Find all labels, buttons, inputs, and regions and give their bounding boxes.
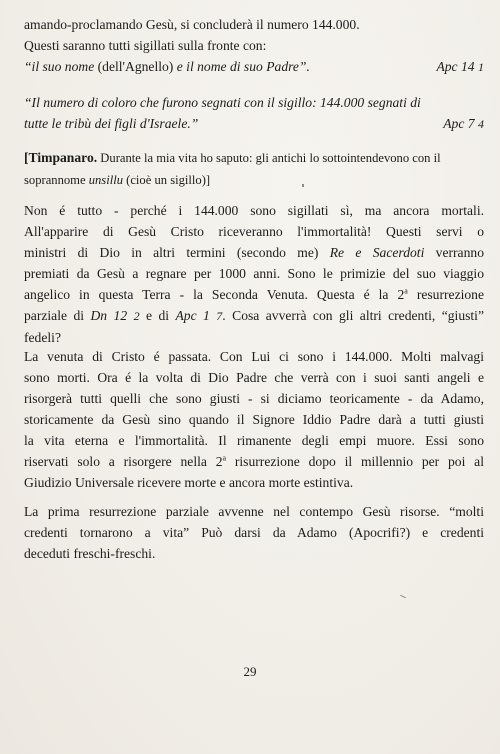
text-line: fedeli? [24,330,61,345]
paragraph [24,501,484,564]
bible-reference: Apc 7 4 [443,116,484,131]
text-line: La prima resurrezione parziale avvenne nel contempo Gesù risorse. “molti [24,504,484,519]
quote-line [24,113,484,135]
author-name: Timpanaro. [28,150,98,165]
note-line: [Timpanaro. Durante la mia vita ho saputo: gli antichi lo sottointendevono con il [24,150,441,165]
text-line: storicamente da Gesù sino quando il Signore Iddio Padre darà a tutti giusti [24,412,484,427]
page-number: 29 [243,664,257,679]
scan-mark [400,595,406,598]
text: (dell'Agnello) [94,59,177,74]
text-line: ministri di Dio in altri termini (secondo me) Re e Sacerdoti verranno [24,245,484,260]
quote-line [24,92,484,113]
intro-block [24,14,484,78]
text: Questi saranno tutti sigillati sulla fronte con: [24,38,267,53]
text-line: la vita eterna e l'immortalità. Il rimanente degli empi muore. Essi sono [24,433,484,448]
author-note [24,147,484,191]
paragraph [24,200,484,348]
bible-reference: Apc 14 1 [436,59,484,74]
paragraph [24,346,484,493]
quote-block [24,92,484,135]
text-line: sono morti. Ora é la volta di Dio Padre che verrà con i suoi santi angeli e [24,370,484,385]
text-line: angelico in questa Terra - la Seconda Venuta. Questa é la 2$^a$ resurrezione [24,286,485,302]
note-line: soprannome unsillu (cioè un sigillo)] [24,173,211,187]
text-line: Giudizio Universale ricevere morte e ancora morte estintiva. [24,475,354,490]
text-line: risorgerà tutti quelli che sono giusti - si diciamo teoricamente - da Adamo, [24,391,484,406]
text: Durante la mia vita ho saputo: gli antichi lo sottointendevono con il [97,151,441,165]
text-line: credenti tornarono a vita” Può darsi da Adamo (Apocrifi?) e credenti [24,525,484,540]
italic-term: unsillu [88,173,123,187]
bible-reference: Apc 1 [175,308,210,323]
text-line [24,14,484,35]
text-line: premiati da Gesù a regnare per 1000 anni. Sono le primizie del suo viaggio [24,266,484,281]
scan-mark [302,184,304,187]
quote-text: “Il numero di coloro che furono segnati con il sigillo: 144.000 segnati di [24,95,421,110]
quote-text: “il suo nome [24,59,95,74]
text-line [24,35,484,56]
text-line: parziale di Dn 12 2 e di Apc 1 7. Cosa avverrà con gli altri credenti, “giusti” [24,308,484,323]
text-line: Non é tutto - perché i 144.000 sono sigillati sì, ma ancora mortali. [24,203,484,218]
text-line: All'apparire di Gesù Cristo riceveranno l'immortalità! Questi servi o [24,224,484,239]
text-line: deceduti freschi-freschi. [24,546,156,561]
quote-text: tutte le tribù dei figli d'Israele.” [24,116,199,131]
text-line: La venuta di Cristo é passata. Con Lui ci sono i 144.000. Molti malvagi [24,349,484,364]
quote-line [24,56,484,78]
text: amando-proclamando Gesù, si concluderà il numero 144.000. [24,17,360,32]
quote-text: e il nome di suo Padre”. [176,59,310,74]
bible-reference: Dn 12 [90,308,128,323]
text-line: riservati solo a risorgere nella 2$^a$ risurrezione dopo il millennio per poi al [24,453,484,469]
